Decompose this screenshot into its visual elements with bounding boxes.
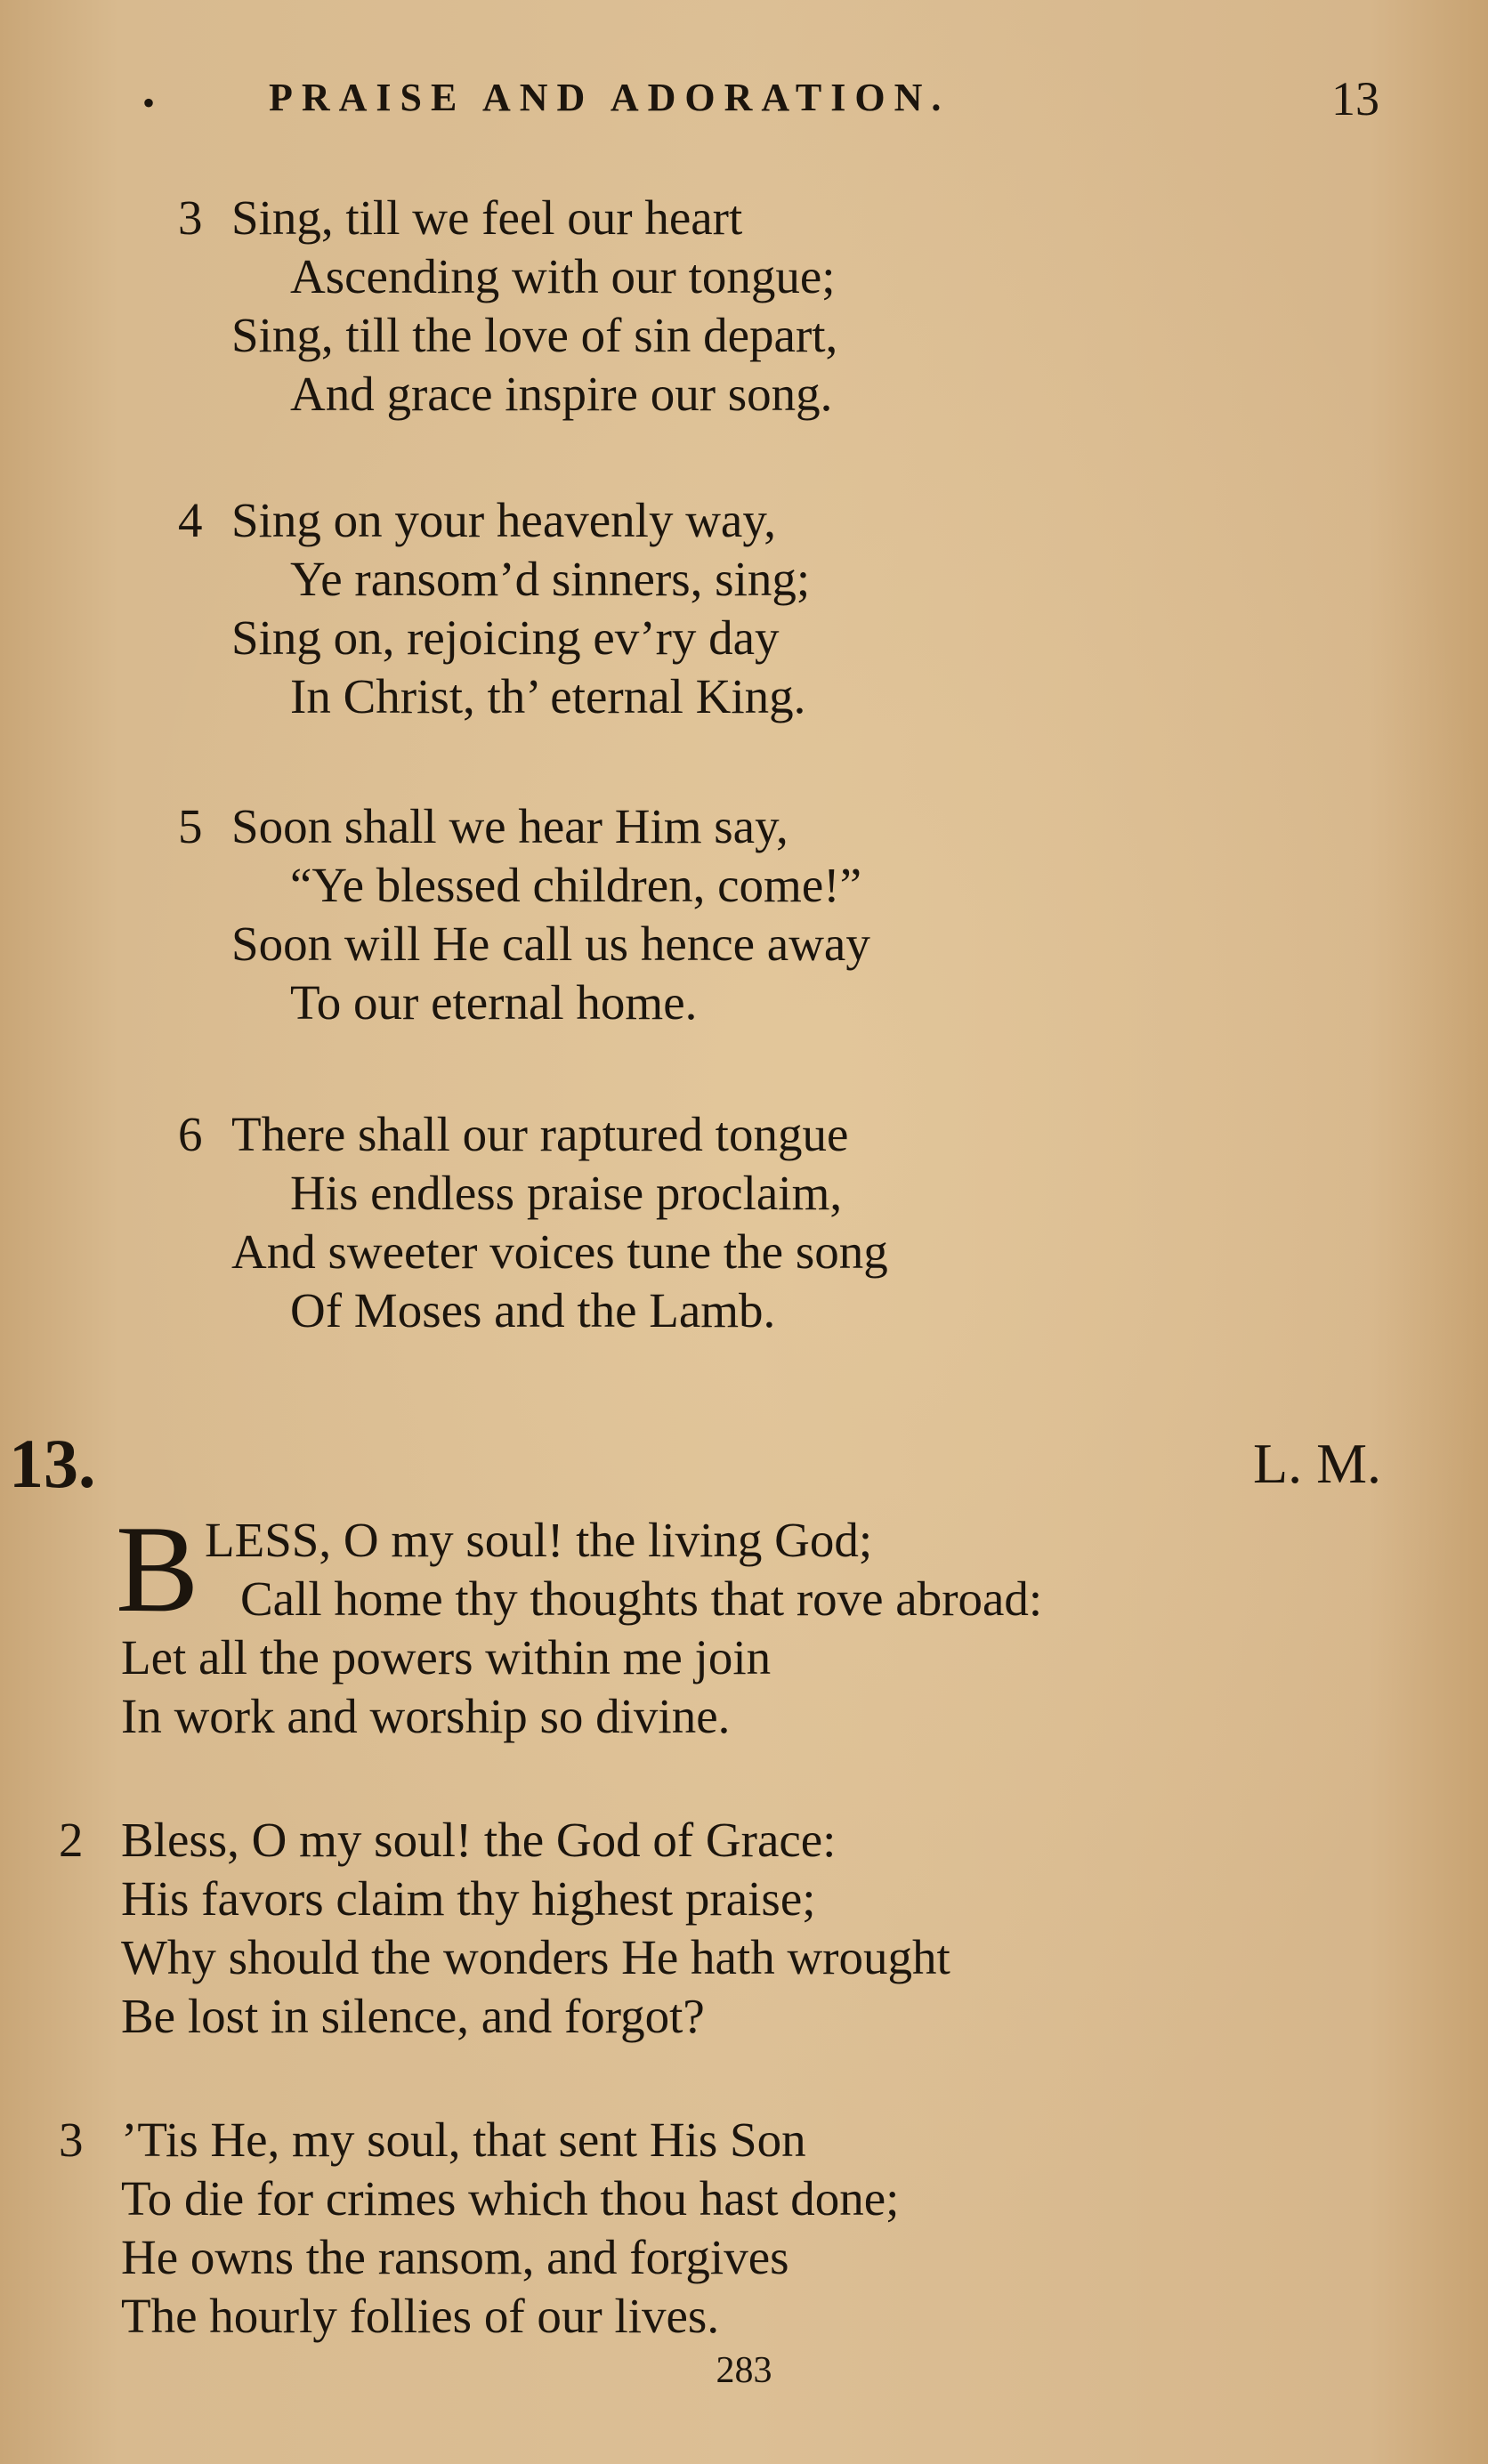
page-number: 13: [1331, 72, 1379, 125]
section-title: PRAISE AND ADORATION.: [269, 76, 950, 119]
verse-line: Why should the wonders He hath wrought: [121, 1930, 950, 1984]
stanza-3: [178, 189, 837, 424]
verse-line: And sweeter voices tune the song: [231, 1224, 888, 1279]
verse-line: To die for crimes which thou hast done;: [121, 2171, 900, 2226]
hymn-meter: L. M.: [1253, 1432, 1381, 1495]
verse-line: “Ye blessed children, come!”: [290, 858, 861, 912]
verse-line: Call home thy thoughts that rove abroad:: [240, 1571, 1043, 1626]
verse-line: Ascending with our tongue;: [290, 249, 836, 303]
verse-line: He owns the ransom, and forgives: [121, 2230, 789, 2284]
stanza-number: 2: [59, 1813, 84, 1867]
verse-line: And grace inspire our song.: [290, 367, 833, 421]
verse-line: His endless praise proclaim,: [290, 1166, 843, 1220]
verse-line: Sing, till we feel our heart: [231, 190, 743, 245]
stanza-3-hymn13: [59, 2111, 899, 2346]
verse-line: Soon will He call us hence away: [231, 917, 870, 971]
verse-line: His favors claim thy highest praise;: [121, 1871, 816, 1926]
verse-line: To our eternal home.: [290, 975, 698, 1030]
running-head: [133, 73, 1379, 135]
verse-line: Let all the powers within me join: [121, 1630, 772, 1684]
verse-line: Ye ransom’d sinners, sing;: [290, 552, 811, 606]
stanza-4: [178, 491, 810, 726]
drop-cap: B: [116, 1500, 199, 1638]
folio-number: 283: [716, 2350, 772, 2391]
stanza-5: [178, 797, 870, 1032]
verse-line: Of Moses and the Lamb.: [290, 1283, 776, 1337]
hymn-number: 13.: [9, 1425, 96, 1502]
bullet-mark: •: [142, 83, 156, 123]
verse-line: Soon shall we hear Him say,: [231, 799, 788, 853]
stanza-number: 3: [178, 190, 203, 245]
verse-line: Sing on your heavenly way,: [231, 493, 777, 547]
stanza-2: [59, 1811, 950, 2046]
verse-line: Sing, till the love of sin depart,: [231, 308, 838, 362]
verse-line: In Christ, th’ eternal King.: [290, 669, 806, 723]
verse-line: Bless, O my soul! the God of Grace:: [121, 1813, 837, 1867]
verse-line: Sing on, rejoicing ev’ry day: [231, 610, 780, 665]
verse-line: LESS, O my soul! the living God;: [205, 1513, 873, 1567]
stanza-number: 5: [178, 799, 203, 853]
stanza-6: [178, 1105, 888, 1340]
verse-line: In work and worship so divine.: [121, 1689, 731, 1743]
verse-line: The hourly follies of our lives.: [121, 2289, 720, 2343]
stanza-number: 4: [178, 493, 203, 547]
verse-line: Be lost in silence, and forgot?: [121, 1989, 705, 2043]
stanza-number: 3: [59, 2113, 84, 2167]
stanza-number: 6: [178, 1107, 203, 1161]
verse-line: ’Tis He, my soul, that sent His Son: [121, 2113, 806, 2167]
verse-line: There shall our raptured tongue: [231, 1107, 849, 1161]
